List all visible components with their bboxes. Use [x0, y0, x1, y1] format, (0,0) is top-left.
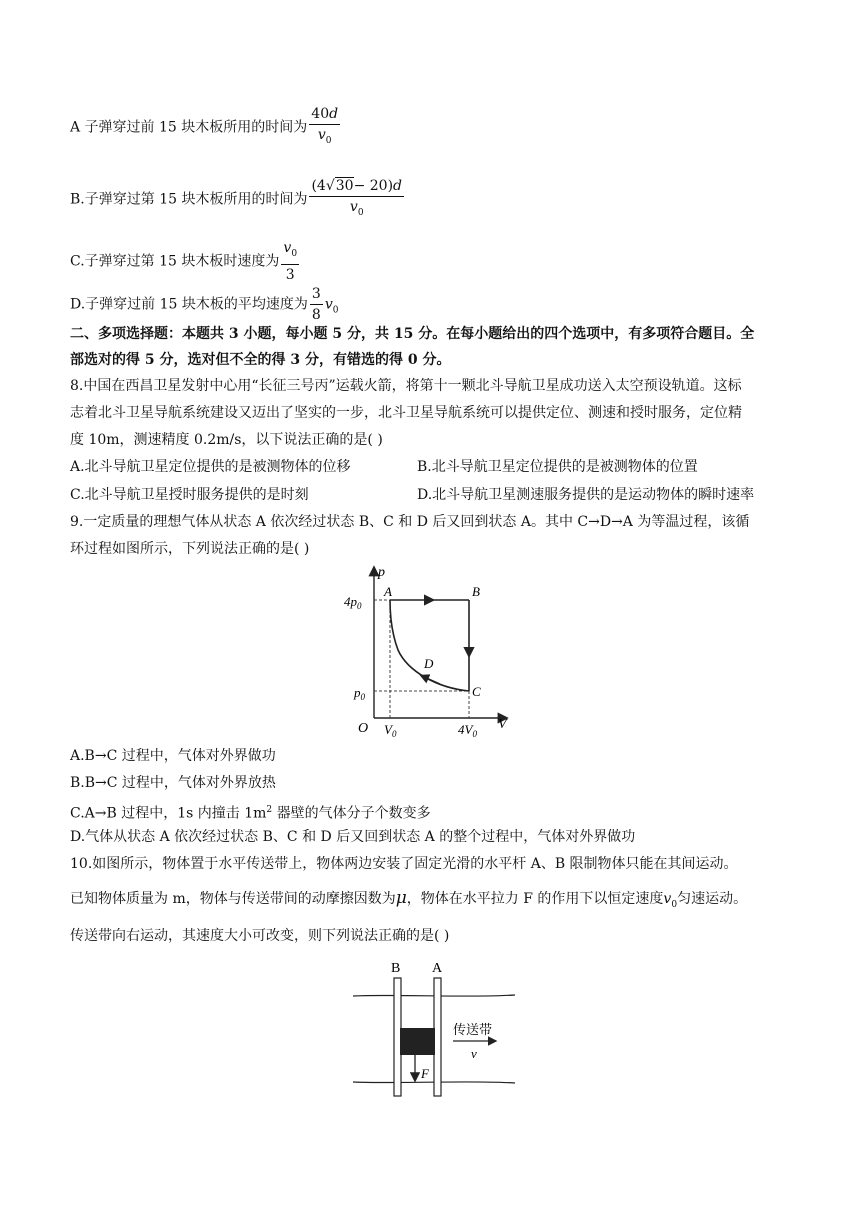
- label-rod-b: B: [391, 961, 401, 976]
- label-state-c: C: [472, 684, 481, 699]
- fraction-v0-over-3: $\frac{v_0}{3}$: [283, 240, 298, 283]
- pv-diagram: [338, 560, 518, 740]
- q10-line2: 已知物体质量为 m，物体与传送带间的动摩擦因数为μ，物体在水平拉力 F 的作用下以恒定速度$v_0$匀速运动。: [70, 888, 748, 910]
- label-state-d: D: [424, 656, 434, 671]
- q8-line2: 志着北斗卫星导航系统建设又迈出了坚实的一步，北斗卫星导航系统可以提供定位、测速和授时服务，定位精: [70, 405, 742, 421]
- conveyor-figure: [345, 958, 525, 1108]
- label-belt: 传送带: [453, 1023, 493, 1038]
- q8-option-a: A.北斗导航卫星定位提供的是被测物体的位移: [70, 459, 351, 475]
- q10-line3: 传送带向右运动，其速度大小可改变，则下列说法正确的是( ): [70, 928, 450, 944]
- label-rod-a: A: [432, 961, 443, 976]
- q9-option-b: B.B→C 过程中，气体对外界放热: [70, 775, 276, 791]
- curve-arrow: [422, 676, 440, 684]
- label-state-a: A: [384, 584, 392, 599]
- q9-option-d: D.气体从状态 A 依次经过状态 B、C 和 D 后又回到状态 A 的整个过程中，气体对外界做功: [70, 829, 636, 845]
- q9-option-a: A.B→C 过程中，气体对外界做功: [70, 748, 276, 764]
- label-4p0: $4p_0$: [344, 594, 362, 611]
- rod-a: [434, 978, 441, 1096]
- option-7d: D.子弹穿过前 15 块木板的平均速度为 $\frac{3}{8}$ $v_0$: [70, 286, 339, 323]
- rod-b: [394, 978, 401, 1096]
- option-7a: [70, 104, 342, 151]
- option-7d-text: D.子弹穿过前 15 块木板的平均速度为: [70, 296, 308, 313]
- option-7b: [70, 176, 406, 223]
- option-7c-text: C.子弹穿过第 15 块木板时速度为: [70, 253, 280, 270]
- block: [400, 1028, 435, 1055]
- option-7b-text: B.子弹穿过第 15 块木板所用的时间为: [70, 191, 308, 208]
- q8-line1: 8.中国在西昌卫星发射中心用“长征三号丙”运载火箭，将第十一颗北斗导航卫星成功送入太空预设轨道。这标: [70, 378, 742, 394]
- q8-option-b: B.北斗导航卫星定位提供的是被测物体的位置: [417, 459, 698, 475]
- label-o: O: [358, 721, 369, 736]
- section2-line1: 二、多项选择题：本题共 3 小题，每小题 5 分，共 15 分。在每小题给出的四个选项中，有多项符合题目。全: [70, 326, 755, 342]
- fraction-3-over-8: $\frac{3}{8}$: [311, 286, 321, 323]
- label-v0: $V_0$: [384, 722, 397, 739]
- q9-line1: 9.一定质量的理想气体从状态 A 依次经过状态 B、C 和 D 后又回到状态 A。其中 C→D→A 为等温过程，该循: [70, 514, 750, 530]
- option-7a-text: A 子弹穿过前 15 块木板所用的时间为: [70, 119, 308, 136]
- curve-cda: [390, 600, 469, 691]
- q9-line2: 环过程如图所示，下列说法正确的是( ): [70, 541, 310, 557]
- label-p: p: [378, 565, 385, 580]
- q9-option-c: C.A→B 过程中，1s 内撞击 $1m^2$ 器壁的气体分子个数变多: [70, 805, 431, 822]
- q8-option-d: D.北斗导航卫星测速服务提供的是运动物体的瞬时速率: [417, 487, 755, 503]
- q10-line1: 10.如图所示，物体置于水平传送带上，物体两边安装了固定光滑的水平杆 A、B 限制物体只能在其间运动。: [70, 856, 738, 872]
- label-v: v: [471, 1046, 477, 1061]
- fraction-sqrt30: $\frac{(4√30- 20)d}{v_0}$: [311, 178, 403, 218]
- label-state-b: B: [472, 584, 480, 599]
- label-v: V: [498, 717, 507, 732]
- option-7c: [70, 238, 301, 285]
- label-f: F: [421, 1066, 429, 1081]
- section2-line2: 部选对的得 5 分，选对但不全的得 3 分，有错选的得 0 分。: [70, 352, 451, 368]
- q8-option-c: C.北斗导航卫星授时服务提供的是时刻: [70, 487, 309, 503]
- fraction-40d-over-v0: $\frac{40d}{v_0}$: [311, 106, 339, 146]
- label-p0: $p_0$: [354, 685, 365, 702]
- label-4v0: $4V_0$: [458, 722, 477, 739]
- q8-line3: 度 10m，测速精度 0.2m/s，以下说法正确的是( ): [70, 432, 383, 448]
